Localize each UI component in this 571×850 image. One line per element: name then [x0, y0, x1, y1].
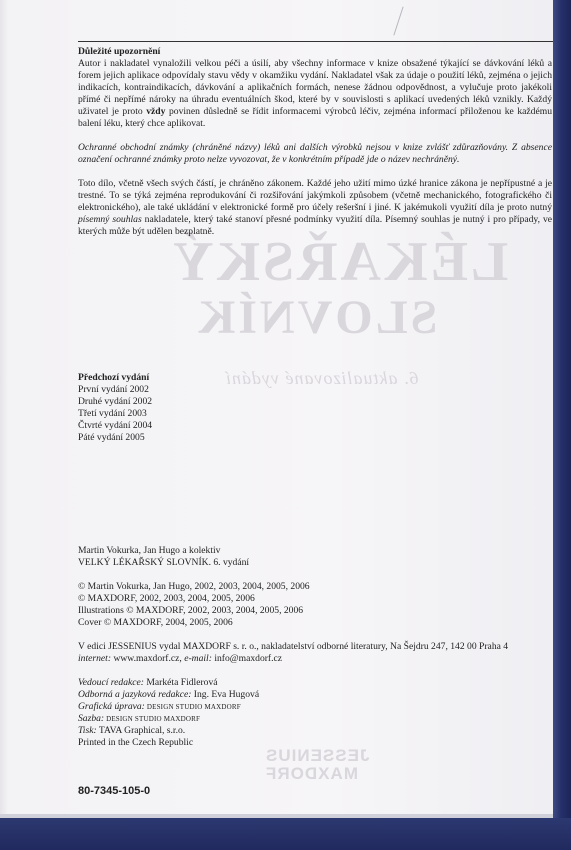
- copyright-paragraph: [78, 178, 552, 238]
- email-label: e-mail:: [184, 653, 212, 664]
- staff-line: [78, 713, 552, 725]
- staff-name: TAVA Graphical, s.r.o.: [96, 725, 186, 736]
- notice-section: [78, 46, 552, 238]
- bleed-through-imprint-2: MAXDORF: [265, 764, 358, 783]
- notice-p1-emphasis: vždy: [146, 106, 166, 117]
- previous-editions: [78, 372, 152, 444]
- edition-item: Druhé vydání 2002: [78, 396, 153, 407]
- copyright-p-emphasis: písemný souhlas: [78, 214, 142, 225]
- bleed-through-title-1: LÉKAŘSKÝ: [170, 231, 509, 293]
- bleed-through-subtitle: 6. aktualizované vydání: [225, 368, 419, 388]
- publisher-line: V edici JESSENIUS vydal MAXDORF s. r. o., nakladatelství odborné literatury, Na Šejdru 247, 142 00 Praha 4: [78, 641, 509, 652]
- copyright-line: © Martin Vokurka, Jan Hugo, 2002, 2003, 2004, 2005, 2006: [78, 581, 310, 592]
- staff-name: Ing. Eva Hugová: [191, 689, 260, 700]
- copyright-p-text: Toto dílo, včetně všech svých částí, je chráněno zákonem. Každé jeho užití mimo úzké hranice zákona je nepřípustné a je trestné. To se týká zejména reprodukování či rozšiřování jakýmkoli způsobem (včetně mechanického, fotografického či elektronického), ale také ukládání v elektronické formě pro účely rešeršní i jiné. K jakémukoli využití díla je proto nutný: [78, 178, 552, 213]
- copyright-p-text-2: nakladatele, který také stanoví přesné podmínky využití díla. Písemný souhlas je nutný i pro případy, ve kterých může být udělen bezplatně.: [78, 214, 553, 237]
- edition-item: První vydání 2002: [78, 384, 149, 395]
- staff-name: Markéta Fidlerová: [143, 677, 218, 688]
- book-cover-bottom: [0, 818, 571, 850]
- staff-line: [78, 677, 552, 689]
- notice-paragraph-1: [78, 58, 552, 130]
- staff-role: Grafická úprava:: [78, 701, 145, 712]
- notice-p1-text-2: povinen důsledně se řídit informacemi výrobců léčiv, zejména informací přiloženou ke každému balení léku, který chce aplikovat.: [78, 106, 552, 129]
- imprint-credits: [78, 545, 552, 749]
- previous-editions-heading: Předchozí vydání: [78, 372, 150, 383]
- staff-role: Sazba:: [78, 713, 105, 724]
- copyright-line: Illustrations © MAXDORF, 2002, 2003, 2004, 2005, 2006: [78, 605, 304, 616]
- edition-item: Čtvrté vydání 2004: [78, 420, 153, 431]
- contact-line: [78, 653, 552, 665]
- staff-role: Vedoucí redakce:: [78, 677, 144, 688]
- page-gutter-shadow: [0, 0, 8, 816]
- staff-name: DESIGN STUDIO MAXDORF: [104, 715, 201, 723]
- staff-line: [78, 701, 552, 713]
- copyright-line: Cover © MAXDORF, 2004, 2005, 2006: [78, 617, 233, 628]
- bleed-through-imprint-1: JESSENIUS: [265, 746, 370, 765]
- bleed-through-title-2: SLOVNÍK: [195, 291, 438, 344]
- staff-role: Odborná a jazyková redakce:: [78, 689, 192, 700]
- staff-role: Tisk:: [78, 725, 97, 736]
- email-value: info@maxdorf.cz: [211, 653, 283, 664]
- edition-item: Třetí vydání 2003: [78, 408, 147, 419]
- notice-p1-text: Autor i nakladatel vynaložili velkou péči a úsilí, aby všechny informace v knize obsažené týkající se dávkování léků a forem jejich aplikace odpovídaly stavu vědy v okamžiku vydání. Nakladatel však za údaje o použití léků, zejména o jejich indikacích, kontraindikacích, dávkování a aplikačních formách, nenese žádnou odpovědnost, a vylučuje proto jakékoli přímé či nepřímé nároky na úhradu eventuálních škod, které by v souvislosti s aplikací uvedených léků vznikly. Každý uživatel je proto: [78, 58, 552, 117]
- edition-item: Páté vydání 2005: [78, 432, 145, 443]
- copyright-line: © MAXDORF, 2002, 2003, 2004, 2005, 2006: [78, 593, 255, 604]
- internet-value: www.maxdorf.cz,: [111, 653, 185, 664]
- internet-label: internet:: [78, 653, 112, 664]
- authors: Martin Vokurka, Jan Hugo a kolektiv: [78, 545, 221, 556]
- staff-name: DESIGN STUDIO MAXDORF: [144, 703, 241, 711]
- book-title: VELKÝ LÉKAŘSKÝ SLOVNÍK. 6. vydání: [78, 557, 250, 568]
- book-cover-right: [553, 0, 571, 850]
- notice-heading: Důležité upozornění: [78, 46, 161, 57]
- pencil-mark: [393, 7, 403, 36]
- staff-line: [78, 725, 552, 737]
- isbn: 80-7345-105-0: [78, 785, 151, 797]
- staff-line: [78, 689, 552, 701]
- top-rule: [78, 41, 554, 42]
- printed-in: Printed in the Czech Republic: [78, 737, 194, 748]
- trademark-paragraph: Ochranné obchodní známky (chráněné názvy) léků ani dalších výrobků nejsou v knize zvlášť zdůrazňovány. Z absence označení ochranné známky proto nelze vyvozovat, že v konkrétním případě jde o název nechráněný.: [78, 142, 552, 165]
